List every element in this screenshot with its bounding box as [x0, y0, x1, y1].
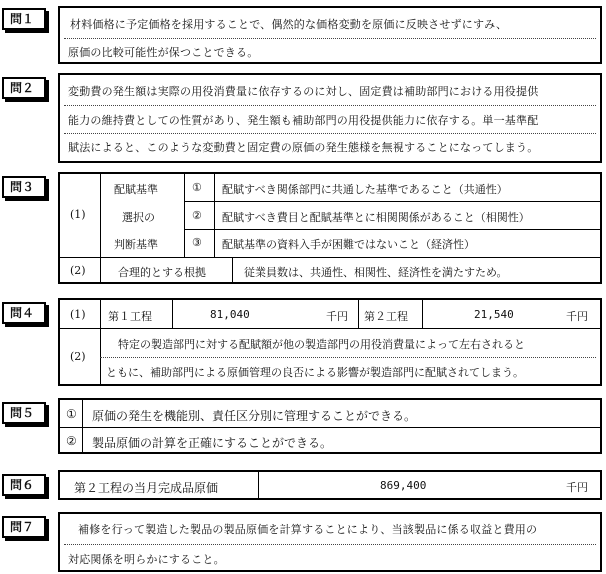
question-7-label: 問７ — [2, 516, 46, 538]
question-4-label: 問４ — [2, 302, 46, 324]
q6-value: 869,400 — [380, 479, 427, 492]
answer-box-6 — [58, 470, 602, 500]
answer-box-4 — [58, 298, 602, 386]
q5-item-2-number: ② — [66, 434, 77, 448]
dotted-divider — [64, 38, 596, 39]
answer-2-line-2: 能力の維持費としての性質があり、発生額も補助部門の用役提供能力に依存する。単一基準配 — [68, 114, 539, 127]
q3-item-3-number: ③ — [192, 236, 202, 249]
q6-heading: 第２工程の当月完成品原価 — [74, 481, 219, 495]
q5-item-1-number: ① — [66, 407, 77, 421]
q3-item-1-number: ① — [192, 181, 202, 194]
question-1-label: 問１ — [2, 8, 46, 30]
q4-part-2-number: (2) — [70, 350, 86, 363]
answer-7-line-1: 補修を行って製造した製品の製品原価を計算することにより、当該製品に係る収益と費用の — [78, 523, 538, 536]
q4-process-1-unit: 千円 — [326, 310, 348, 323]
answer-1-line-1: 材料価格に予定価格を採用することで、偶然的な価格変動を原価に反映させずにすみ、 — [70, 18, 508, 31]
q3-criteria-head-2: 選択の — [122, 211, 155, 224]
q4-process-2-unit: 千円 — [566, 310, 588, 323]
answer-1-line-2: 原価の比較可能性が保つことできる。 — [68, 46, 259, 59]
dotted-divider — [64, 133, 596, 134]
answer-2-line-3: 賦法によると、このような変動費と固定費の原価の発生態様を無視することになってしまう。 — [68, 141, 539, 154]
q3-item-1-text: 配賦すべき関係部門に共通した基準であること（共通性） — [222, 183, 508, 196]
q6-unit: 千円 — [566, 481, 588, 494]
q4-part-1-number: (1) — [70, 308, 86, 321]
q3-item-2-text: 配賦すべき費目と配賦基準とに相関関係があること（相関性） — [222, 211, 530, 224]
dotted-divider — [64, 544, 596, 545]
q4-part-2-line-2: ともに、補助部門による原価管理の良否による影響が製造部門に配賦されてしまう。 — [106, 366, 524, 379]
answer-box-1 — [58, 6, 602, 64]
q4-process-1-value: 81,040 — [210, 308, 250, 321]
q3-part-2-number: (2) — [70, 264, 86, 277]
q4-process-1-label: 第１工程 — [108, 310, 152, 323]
dotted-divider — [64, 105, 596, 106]
question-3-label: 問３ — [2, 176, 46, 198]
q3-part-2-text: 従業員数は、共通性、相関性、経済性を満たすため。 — [244, 266, 508, 279]
q3-criteria-head-3: 判断基準 — [114, 238, 158, 251]
answer-2-line-1: 変動費の発生額は実際の用役消費量に依存するのに対し、固定費は補助部門における用役提供 — [68, 85, 539, 98]
q3-item-3-text: 配賦基準の資料入手が困難ではないこと（経済性） — [222, 238, 475, 251]
q3-part-1-number: (1) — [70, 208, 86, 221]
question-5-label: 問５ — [2, 402, 46, 424]
q4-process-2-label: 第２工程 — [364, 310, 408, 323]
question-6-label: 問６ — [2, 474, 46, 496]
answer-7-line-2: 対応関係を明らかにすること。 — [68, 553, 225, 566]
q3-item-2-number: ② — [192, 209, 202, 222]
answer-box-7 — [58, 512, 602, 572]
answer-box-5 — [58, 398, 602, 454]
q5-item-2-text: 製品原価の計算を正確にすることができる。 — [92, 436, 333, 450]
q3-criteria-head-1: 配賦基準 — [114, 183, 158, 196]
q5-item-1-text: 原価の発生を機能別、責任区分別に管理することができる。 — [92, 409, 417, 423]
q3-part-2-head: 合理的とする根拠 — [118, 266, 206, 279]
q4-part-2-line-1: 特定の製造部門に対する配賦額が他の製造部門の用役消費量によって左右されると — [118, 338, 525, 351]
question-2-label: 問２ — [2, 77, 46, 99]
answer-box-3 — [58, 172, 602, 284]
answer-box-2 — [58, 73, 602, 163]
q4-process-2-value: 21,540 — [474, 308, 514, 321]
